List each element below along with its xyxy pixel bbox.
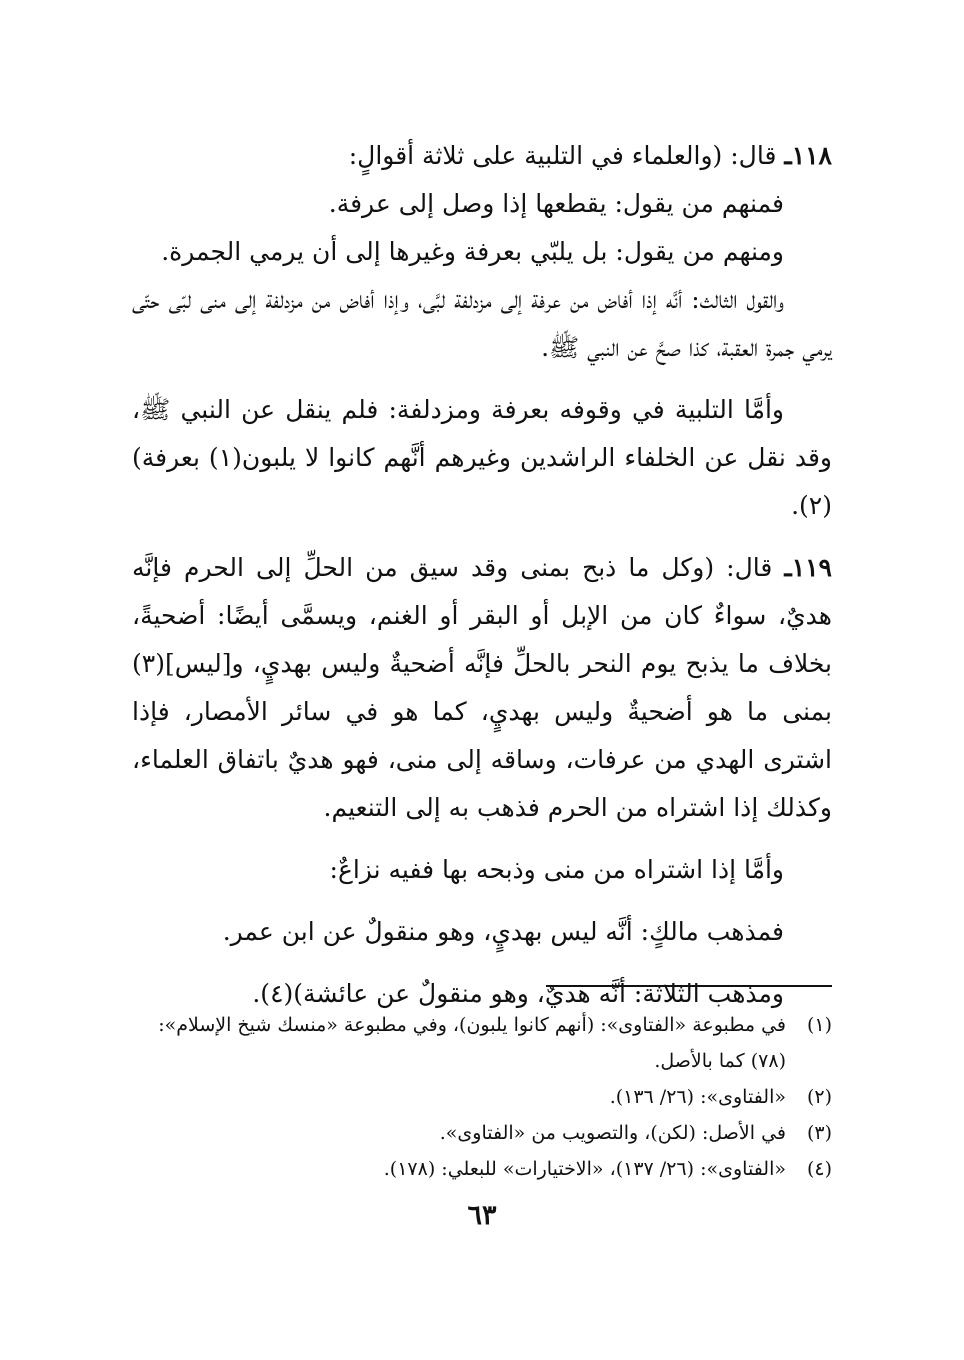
footnote [132, 1151, 832, 1187]
paragraph: وأمَّا إذا اشتراه من منى وذبحه بها ففيه نزاعٌ: [329, 855, 784, 884]
paragraph-text: قال: (وكل ما ذبح بمنى وقد سيق من الحلِّ إلى الحرم فإنَّه هديٌ، سواءٌ كان من الإبل أو البقر أو الغنم، ويسمَّى أيضًا: أضحيةً، بخلاف ما يذبح يوم النحر بالحلِّ فإنَّه أضحيةٌ وليس بهديٍ، و[ليس](٣) بمنى ما هو أضحيةٌ وليس بهديٍ، كما هو في سائر الأمصار، فإذا اشترى الهدي من عرفات، وساقه إلى منى، فهو هديٌ باتفاق العلماء، وكذلك إذا اشتراه من الحرم فذهب به إلى التنعيم. [132, 553, 832, 822]
footnote-continuation: (٧٨) كما بالأصل. [654, 1050, 786, 1072]
footnote [132, 1007, 832, 1043]
paragraph-119 [132, 544, 832, 832]
main-text [132, 132, 832, 1018]
page-number: ٦٣ [467, 1200, 497, 1231]
paragraph: ومنهم من يقول: بل يلبّي بعرفة وغيرها إلى أن يرمي الجمرة. [161, 237, 784, 266]
paragraph-text: قال: (والعلماء في التلبية على ثلاثة أقوالٍ: [348, 141, 777, 170]
footnote-separator [546, 985, 832, 987]
footnote [132, 1079, 832, 1115]
footnote-number: (٤) [806, 1158, 832, 1180]
footnote-text: «الفتاوى»: (٢٦/ ١٣٦). [609, 1086, 786, 1108]
footnotes [132, 1007, 832, 1187]
paragraph-number: ١١٨ـ [784, 141, 832, 170]
footnote-number: (٣) [806, 1122, 832, 1144]
footnote-number: (١) [806, 1014, 832, 1036]
paragraph: والقول الثالث: أنَّه إذا أفاض من عرفة إلى مزدلفة لبَّى، وإذا أفاض من مزدلفة إلى منى لبّى حتّى يرمي جمرة العقبة، كذا صحَّ عن النبي ﷺ. [132, 285, 832, 362]
paragraph: وأمَّا التلبية في وقوفه بعرفة ومزدلفة: فلم ينقل عن النبي ﷺ، وقد نقل عن الخلفاء الراشدين وغيرهم أنَّهم كانوا لا يلبون(١) بعرفة)(٢). [132, 395, 832, 520]
paragraph: فمنهم من يقول: يقطعها إذا وصل إلى عرفة. [328, 189, 784, 218]
footnote-text: في الأصل: (لكن)، والتصويب من «الفتاوى». [439, 1122, 786, 1144]
paragraph: ومذهب الثلاثة: أنَّه هديٌ، وهو منقولٌ عن عائشة)(٤). [252, 979, 784, 1008]
paragraph-number: ١١٩ـ [784, 553, 832, 582]
footnote-text: «الفتاوى»: (٢٦/ ١٣٧)، «الاختيارات» للبعلي: (١٧٨). [383, 1158, 786, 1180]
footnote-text: في مطبوعة «الفتاوى»: (أنهم كانوا يلبون)، وفي مطبوعة «منسك شيخ الإسلام»: [158, 1014, 786, 1036]
paragraph-118 [132, 132, 832, 180]
paragraph: فمذهب مالكٍ: أنَّه ليس بهديٍ، وهو منقولٌ عن ابن عمر. [222, 917, 784, 946]
footnote [132, 1115, 832, 1151]
footnote-number: (٢) [806, 1086, 832, 1108]
